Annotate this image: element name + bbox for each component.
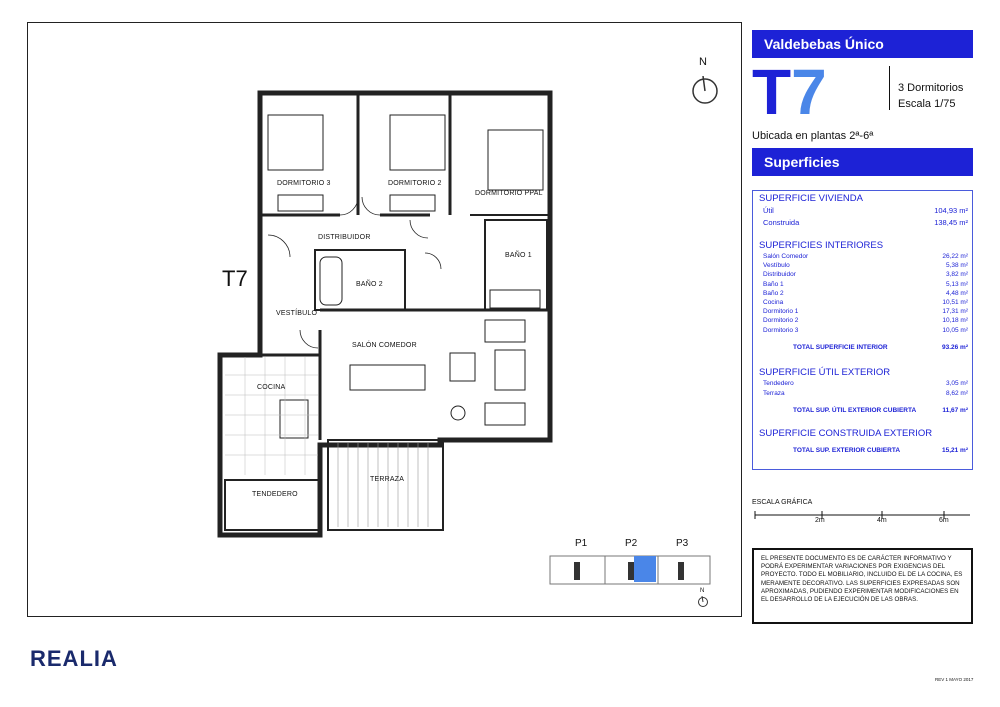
- scale-bar-title: ESCALA GRÁFICA: [752, 499, 813, 506]
- compass-icon: [690, 76, 720, 106]
- surface-row-value: 104,93 m²: [934, 206, 968, 215]
- surface-row-label: Vestíbulo: [763, 262, 790, 270]
- surface-row: [763, 299, 968, 306]
- room-label-salon-comedor: SALÓN COMEDOR: [352, 342, 417, 349]
- surface-row-label: Cocina: [763, 299, 784, 306]
- section-interiores-title: SUPERFICIES INTERIORES: [759, 240, 884, 251]
- surface-row: [763, 253, 968, 260]
- room-label-distribuidor: DISTRIBUIDOR: [318, 234, 371, 241]
- section-util-exterior-title: SUPERFICIE ÚTIL EXTERIOR: [759, 367, 891, 378]
- construida-exterior-total-label: TOTAL SUP. EXTERIOR CUBIERTA: [793, 447, 901, 454]
- surface-row-value: 5,13 m²: [945, 280, 968, 288]
- project-title-bar: Valdebebas Único: [752, 30, 973, 58]
- unit-label: T7: [222, 266, 248, 291]
- room-label-bano-2: BAÑO 2: [356, 281, 383, 288]
- surface-row-label: Salón Comedor: [763, 253, 809, 260]
- surface-row-label: Útil: [763, 206, 774, 215]
- room-label-dormitorio-2: DORMITORIO 2: [388, 180, 442, 187]
- room-label-tendedero: TENDEDERO: [252, 491, 298, 498]
- bedrooms-text: 3 Dormitorios: [898, 82, 964, 94]
- revision-footer: REV 1 MAYO 2017: [935, 677, 974, 682]
- unit-type-letter: T: [752, 56, 792, 128]
- util-exterior-total-value: 11,67 m²: [942, 407, 968, 414]
- unit-type-title: [752, 56, 827, 128]
- scale-tick-6m: 6m: [939, 517, 949, 524]
- util-exterior-total-row: [793, 407, 968, 414]
- surface-row-label: Dormitorio 1: [763, 308, 799, 316]
- section-vivienda-title: SUPERFICIE VIVIENDA: [759, 193, 863, 204]
- scale-tick-2m: 2m: [815, 517, 825, 524]
- surface-row: [763, 218, 968, 227]
- surface-row-label: Distribuidor: [763, 271, 796, 279]
- realia-logo: REALIA: [30, 646, 118, 671]
- surface-row-value: 138,45 m²: [934, 218, 968, 227]
- scale-tick-4m: 4m: [877, 517, 887, 524]
- room-label-dormitorio-ppal: DORMITORIO PPAL: [475, 190, 543, 197]
- surface-row-value: 10,05 m²: [942, 326, 968, 334]
- surfaces-title-bar: Superficies: [752, 148, 973, 176]
- surface-row-label: Dormitorio 3: [763, 326, 799, 334]
- key-plan-p3: P3: [676, 538, 689, 549]
- room-label-bano-1: BAÑO 1: [505, 252, 532, 259]
- surface-row-value: 26,22 m²: [942, 253, 968, 260]
- surface-row: [763, 380, 968, 387]
- interiores-total-row: [793, 344, 968, 351]
- surface-row-value: 3,05 m²: [945, 380, 968, 387]
- construida-exterior-total-value: 15,21 m²: [941, 447, 968, 454]
- key-plan-north-label: N: [700, 588, 705, 594]
- surface-row-label: Construida: [763, 218, 800, 227]
- title-divider: [889, 66, 890, 110]
- surface-row: [763, 308, 968, 315]
- interiores-total-label: TOTAL SUPERFICIE INTERIOR: [793, 344, 888, 351]
- unit-type-number: 7: [791, 56, 827, 128]
- surface-row: [763, 206, 968, 215]
- key-plan-p2: P2: [625, 538, 638, 549]
- surface-row-label: Tendedero: [763, 380, 794, 387]
- surface-row-label: Baño 2: [763, 289, 784, 297]
- room-label-vestibulo: VESTÍBULO: [276, 310, 318, 317]
- surfaces-panel: [752, 190, 973, 470]
- surface-row: [763, 271, 968, 278]
- scale-text: Escala 1/75: [898, 98, 956, 110]
- key-plan-p1: P1: [575, 538, 588, 549]
- section-construida-exterior-title: SUPERFICIE CONSTRUIDA EXTERIOR: [759, 428, 933, 439]
- room-label-terraza: TERRAZA: [370, 476, 405, 483]
- surface-row: [763, 290, 968, 297]
- construida-exterior-total-row: [793, 447, 968, 454]
- compass-north-label: N: [699, 56, 707, 68]
- util-exterior-total-label: TOTAL SUP. ÚTIL EXTERIOR CUBIERTA: [793, 407, 917, 414]
- surface-row-value: 8,62 m²: [945, 390, 968, 397]
- key-plan-compass-icon: [697, 596, 709, 608]
- surface-row-value: 17,31 m²: [942, 308, 968, 316]
- key-plan: [548, 552, 713, 588]
- surface-row: [763, 390, 968, 397]
- surface-row-label: Baño 1: [763, 280, 784, 288]
- location-text: Ubicada en plantas 2ª-6ª: [752, 130, 874, 142]
- surface-row-value: 10,51 m²: [942, 299, 968, 306]
- surface-row: [763, 327, 968, 334]
- room-label-dormitorio-3: DORMITORIO 3: [277, 180, 331, 187]
- surface-row-label: Dormitorio 2: [763, 317, 799, 325]
- room-label-cocina: COCINA: [257, 384, 286, 391]
- surface-row-value: 4,48 m²: [945, 289, 968, 297]
- surface-row-value: 5,38 m²: [945, 262, 968, 270]
- surface-row: [763, 281, 968, 288]
- surface-row: [763, 262, 968, 269]
- surface-row: [763, 317, 968, 324]
- surface-row-value: 10,18 m²: [942, 317, 968, 325]
- surface-row-value: 3,82 m²: [945, 271, 968, 279]
- disclaimer-box: EL PRESENTE DOCUMENTO ES DE CARÁCTER INFORMATIVO Y PODRÁ EXPERIMENTAR VARIACIONES POR EXIGENCIAS DEL PROYECTO. TODO EL MOBILIARIO, INCLUIDO EL DE LA COCINA, ES MERAMENTE DECORATIVO. LAS SUPERFICIES EXPRESADAS SON APROXIMADAS, PUDIENDO EXPERIMENTAR MODIFICACIONES EN EL DESARROLLO DE LA EJECUCIÓN DE LAS OBRAS.: [752, 548, 973, 624]
- interiores-total-value: 93.26 m²: [941, 344, 968, 351]
- surface-row-label: Terraza: [763, 390, 785, 397]
